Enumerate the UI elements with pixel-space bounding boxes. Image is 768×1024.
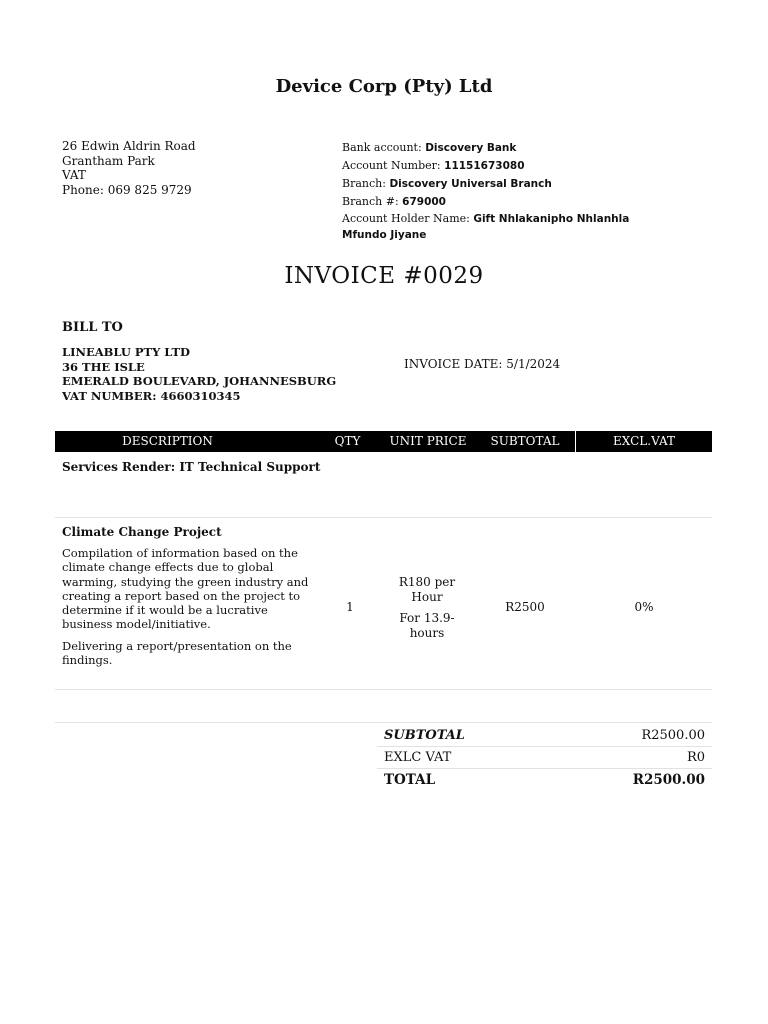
column-header-description: DESCRIPTION [122,434,213,448]
address-street: 26 Edwin Aldrin Road [62,139,196,153]
item-qty: 1 [346,600,354,614]
account-holder-line [342,211,642,243]
item-description-paragraph: Compilation of information based on the climate change effects due to global warming, studying the green industry and creating a report based on the project to determine if it would be a lucrative business model/initiative. [62,546,309,632]
item-description-paragraph: Delivering a report/presentation on the findings. [62,638,292,668]
bank-details [342,139,642,243]
bank-account-line [342,139,642,157]
branch-code-label: Branch #: [342,195,399,208]
item-subtotal: R2500 [505,600,545,614]
services-line: Services Render: IT Technical Support [62,460,321,474]
invoice-date: INVOICE DATE: 5/1/2024 [404,357,561,371]
item-name: Climate Change Project [62,525,222,539]
column-header-subtotal: SUBTOTAL [490,434,560,448]
column-header-excl-vat: EXCL.VAT [613,434,675,448]
vat-row [377,747,712,769]
vat-label: EXLC VAT [384,750,452,765]
branch-value: Discovery Universal Branch [389,178,552,190]
item-unit-price [386,575,468,647]
account-holder-value-2: Mfundo Jiyane [342,229,427,241]
unit-price-rate: R180 per Hour [398,575,456,604]
bill-to-line: LINEABLU PTY LTD [62,345,190,359]
column-header-qty: QTY [334,434,361,448]
row-divider [55,517,712,518]
table-header [55,431,712,452]
address-vat: VAT [62,168,86,182]
bill-to-line: 36 THE ISLE [62,359,145,374]
bank-account-value: Discovery Bank [425,142,517,154]
subtotal-value: R2500.00 [641,728,705,743]
company-address [62,139,196,197]
account-number-line [342,157,642,175]
item-excl-vat: 0% [634,600,654,614]
invoice-title: INVOICE #0029 [284,263,484,289]
column-divider [575,431,576,452]
account-number-value: 11151673080 [444,160,525,172]
bill-to-heading: BILL TO [62,320,123,335]
address-phone: Phone: 069 825 9729 [62,182,192,197]
totals-table [377,725,712,792]
row-divider [55,689,712,690]
account-holder-label: Account Holder Name: [342,212,470,225]
vat-value: R0 [686,750,705,765]
column-header-unit-price: UNIT PRICE [389,434,467,448]
bill-to-line: VAT NUMBER: 4660310345 [62,388,241,403]
bank-account-label: Bank account: [342,141,422,154]
bill-to-line: EMERALD BOULEVARD, JOHANNESBURG [62,374,337,388]
bill-to-address [62,345,336,403]
branch-code-value: 679000 [402,196,446,208]
total-label: TOTAL [384,772,436,788]
branch-line [342,175,642,193]
branch-label: Branch: [342,177,386,190]
branch-code-line [342,193,642,211]
address-area: Grantham Park [62,153,155,168]
account-holder-value-1: Gift Nhlakanipho Nhlanhla [473,213,630,225]
subtotal-label: SUBTOTAL [384,728,465,743]
unit-price-hours: For 13.9-hours [399,611,455,640]
total-row [377,769,712,792]
account-number-label: Account Number: [342,159,441,172]
company-name: Device Corp (Pty) Ltd [275,76,493,97]
item-description [62,546,314,674]
row-divider [55,722,712,723]
subtotal-row [377,725,712,747]
total-value: R2500.00 [632,772,705,788]
